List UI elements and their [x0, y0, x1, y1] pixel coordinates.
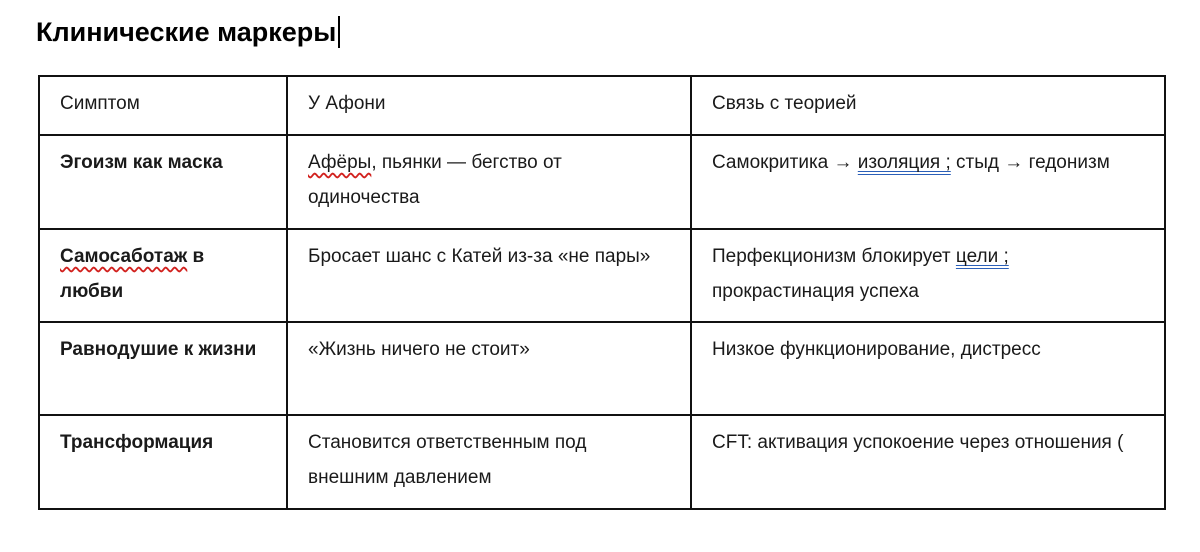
- cell-afonya[interactable]: Бросает шанс с Катей из-за «не пары»: [287, 229, 691, 322]
- cell-text: прокрастинация успеха: [712, 281, 919, 302]
- spellcheck-underline[interactable]: Самосаботаж: [60, 246, 188, 267]
- cell-afonya[interactable]: Становится ответственным под внешним давлением: [287, 415, 691, 509]
- cell-symptom[interactable]: Трансформация: [39, 415, 287, 509]
- cell-symptom[interactable]: Равнодушие к жизни: [39, 322, 287, 415]
- table-row: [39, 229, 1165, 322]
- cell-theory[interactable]: Низкое функционирование, дистресс: [691, 322, 1165, 415]
- document-title[interactable]: [36, 12, 340, 52]
- grammar-underline[interactable]: изоляция ;: [857, 152, 951, 173]
- grammar-underline[interactable]: цели ;: [955, 246, 1009, 267]
- cell-text: Самокритика →: [712, 152, 858, 173]
- spellcheck-underline[interactable]: Афёры: [308, 152, 372, 173]
- header-cell-symptom[interactable]: Симптом: [39, 76, 287, 135]
- header-cell-theory[interactable]: Связь с теорией: [691, 76, 1165, 135]
- text-cursor: [338, 16, 340, 48]
- cell-afonya[interactable]: «Жизнь ничего не стоит»: [287, 322, 691, 415]
- cell-symptom[interactable]: Эгоизм как маска: [39, 135, 287, 229]
- cell-text: стыд → гедонизм: [950, 152, 1110, 173]
- cell-theory[interactable]: [691, 135, 1165, 229]
- table-row: [39, 135, 1165, 229]
- cell-theory[interactable]: [691, 229, 1165, 322]
- table-row: [39, 415, 1165, 509]
- document-title-text: Клинические маркеры: [36, 17, 337, 47]
- header-cell-afonya[interactable]: У Афони: [287, 76, 691, 135]
- cell-theory[interactable]: CFT: активация успокоение через отношения (: [691, 415, 1165, 509]
- cell-symptom[interactable]: [39, 229, 287, 322]
- clinical-markers-table: [38, 75, 1166, 510]
- cell-afonya[interactable]: [287, 135, 691, 229]
- table-row: [39, 322, 1165, 415]
- cell-text: Перфекционизм блокирует: [712, 246, 956, 267]
- table-header-row: [39, 76, 1165, 135]
- cell-text: в любви: [60, 246, 205, 302]
- cell-text: , пьянки — бегство от одиночества: [308, 152, 562, 208]
